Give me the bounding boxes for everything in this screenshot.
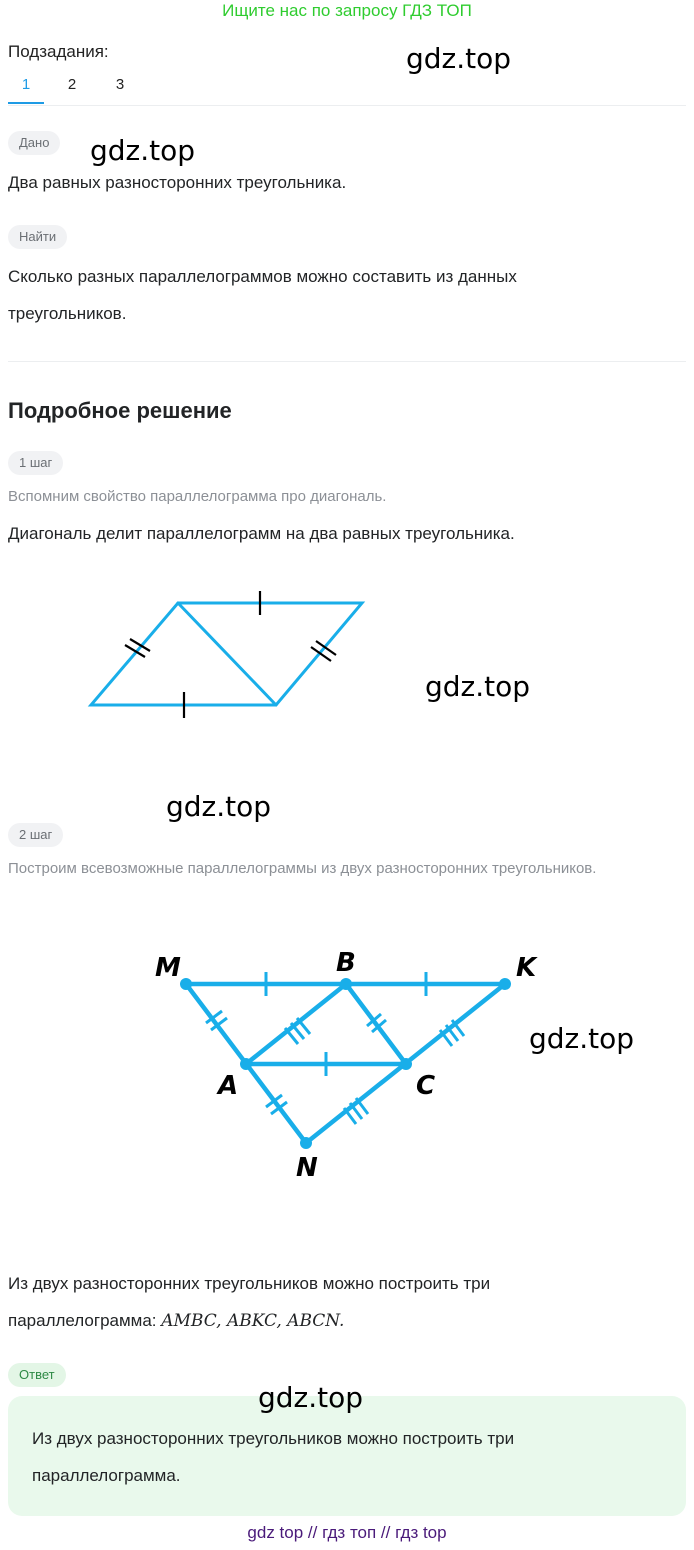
tab-subtask-3[interactable]: 3 — [115, 76, 125, 93]
watermark: gdz.top — [166, 790, 272, 823]
point-label-N: N — [296, 1153, 318, 1183]
step2-hint: Построим всевозможные параллелограммы из двух разносторонних треугольников. — [8, 860, 597, 877]
step1-text: Диагональ делит параллелограмм на два равных треугольника. — [8, 524, 515, 543]
watermark: gdz.top — [90, 134, 196, 167]
conclusion-math: AMBC, ABKC, ABCN. — [161, 1311, 345, 1331]
watermark: gdz.top — [258, 1381, 364, 1414]
step1-badge: 1 шаг — [8, 451, 63, 475]
subtasks-label: Подзадания: — [8, 42, 109, 61]
answer-badge: Ответ — [8, 1363, 66, 1387]
footer-links[interactable]: gdz top // гдз топ // гдз top — [247, 1523, 447, 1542]
tab-subtask-1[interactable]: 1 — [21, 76, 31, 93]
point-label-M: M — [155, 953, 181, 983]
tab-subtask-2[interactable]: 2 — [67, 76, 77, 93]
given-text: Два равных разносторонних треугольника. — [8, 173, 347, 192]
step1-hint: Вспомним свойство параллелограмма про диагональ. — [8, 488, 387, 505]
point-label-C: C — [416, 1071, 436, 1101]
conclusion-text — [8, 1265, 568, 1340]
find-text: Сколько разных параллелограммов можно составить из данных треугольников. — [8, 267, 517, 323]
watermark: gdz.top — [529, 1022, 635, 1055]
point-label-K: K — [516, 953, 537, 983]
given-badge: Дано — [8, 131, 60, 155]
answer-text: Из двух разносторонних треугольников можно построить три параллелограмма. — [32, 1429, 515, 1485]
step2-badge: 2 шаг — [8, 823, 63, 847]
search-banner: Ищите нас по запросу ГДЗ ТОП — [222, 1, 472, 20]
conclusion-prefix: Из двух разносторонних треугольников можно построить три параллелограмма: — [8, 1274, 491, 1330]
solution-title: Подробное решение — [8, 398, 232, 423]
watermark: gdz.top — [406, 42, 512, 75]
point-label-B: B — [336, 948, 356, 978]
watermark: gdz.top — [425, 670, 531, 703]
find-badge: Найти — [8, 225, 67, 249]
point-label-A: A — [218, 1071, 239, 1101]
